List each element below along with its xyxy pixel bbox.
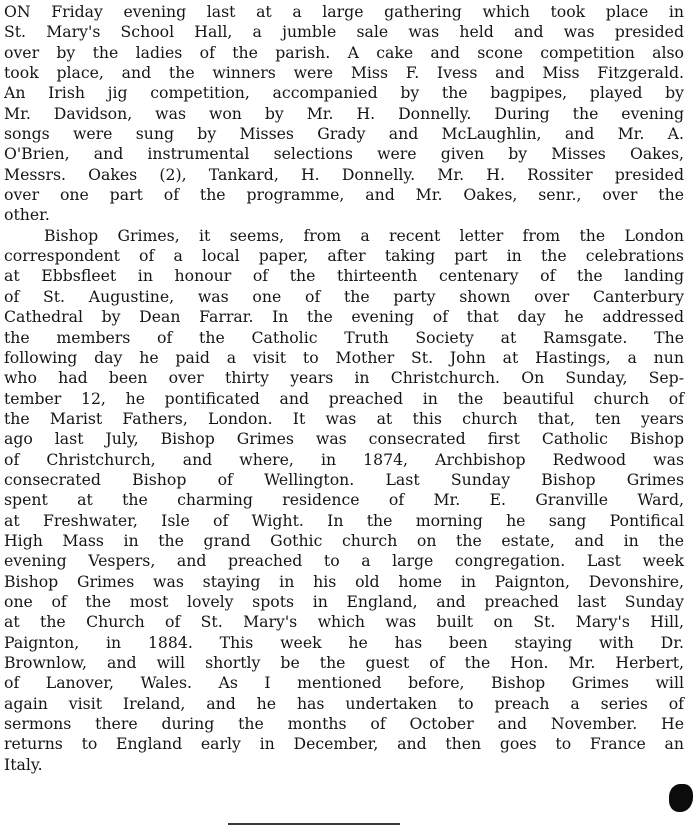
text-line: St. Mary's School Hall, a jumble sale was held and was presided	[4, 22, 684, 42]
text-line: over by the ladies of the parish. A cake and scone competition also	[4, 42, 684, 62]
paragraph-bishop-grimes	[4, 226, 684, 775]
text-line: Messrs. Oakes (2), Tankard, H. Donnelly. Mr. H. Rossiter presided	[4, 164, 684, 184]
text-line: at Ebbsfleet in honour of the thirteenth centenary of the landing	[4, 266, 684, 286]
text-line: of St. Augustine, was one of the party shown over Canterbury	[4, 286, 684, 306]
ink-blot	[669, 784, 693, 812]
text-line: Mr. Davidson, was won by Mr. H. Donnelly. During the evening	[4, 103, 684, 123]
text-line: ago last July, Bishop Grimes was consecrated first Catholic Bishop	[4, 429, 684, 449]
text-line: one of the most lovely spots in England, and preached last Sunday	[4, 591, 684, 611]
text-line: Bishop Grimes, it seems, from a recent letter from the London	[44, 225, 684, 245]
text-line: Bishop Grimes was staying in his old home in Paignton, Devonshire,	[4, 571, 684, 591]
text-line: the members of the Catholic Truth Society at Ramsgate. The	[4, 327, 684, 347]
text-line: of Christchurch, and where, in 1874, Archbishop Redwood was	[4, 449, 684, 469]
text-line: the Marist Fathers, London. It was at this church that, ten years	[4, 408, 684, 428]
text-line: O'Brien, and instrumental selections were given by Misses Oakes,	[4, 144, 684, 164]
section-divider-rule	[228, 823, 400, 825]
text-line: Italy.	[4, 754, 43, 774]
text-line: Paignton, in 1884. This week he has been staying with Dr.	[4, 632, 684, 652]
text-line: over one part of the programme, and Mr. Oakes, senr., over the	[4, 185, 684, 205]
text-line: other.	[4, 205, 50, 225]
text-line: ON Friday evening last at a large gathering which took place in	[4, 2, 684, 21]
text-line: returns to England early in December, and then goes to France an	[4, 734, 684, 754]
text-line: evening Vespers, and preached to a large congregation. Last week	[4, 551, 684, 571]
text-line: An Irish jig competition, accompanied by the bagpipes, played by	[4, 83, 684, 103]
text-line: took place, and the winners were Miss F. Ivess and Miss Fitzgerald.	[4, 63, 684, 83]
text-line: at Freshwater, Isle of Wight. In the morning he sang Pontifical	[4, 510, 684, 530]
text-line: at the Church of St. Mary's which was built on St. Mary's Hill,	[4, 612, 684, 632]
text-line: Cathedral by Dean Farrar. In the evening of that day he addressed	[4, 307, 684, 327]
article-column	[4, 2, 684, 775]
text-line: Brownlow, and will shortly be the guest of the Hon. Mr. Herbert,	[4, 653, 684, 672]
text-line: consecrated Bishop of Wellington. Last Sunday Bishop Grimes	[4, 469, 684, 489]
text-line: songs were sung by Misses Grady and McLaughlin, and Mr. A.	[4, 124, 684, 144]
text-line: of Lanover, Wales. As I mentioned before, Bishop Grimes will	[4, 673, 684, 693]
text-line: who had been over thirty years in Christchurch. On Sunday, Sep-	[4, 368, 684, 388]
text-line: tember 12, he pontificated and preached in the beautiful church of	[4, 388, 684, 408]
text-line: spent at the charming residence of Mr. E. Granville Ward,	[4, 490, 684, 510]
text-line: correspondent of a local paper, after taking part in the celebrations	[4, 246, 684, 266]
paragraph-jumble-sale	[4, 2, 684, 226]
text-line: following day he paid a visit to Mother St. John at Hastings, a nun	[4, 347, 684, 367]
text-line: again visit Ireland, and he has undertaken to preach a series of	[4, 693, 684, 713]
text-line: High Mass in the grand Gothic church on the estate, and in the	[4, 530, 684, 550]
text-line: sermons there during the months of October and November. He	[4, 714, 684, 734]
